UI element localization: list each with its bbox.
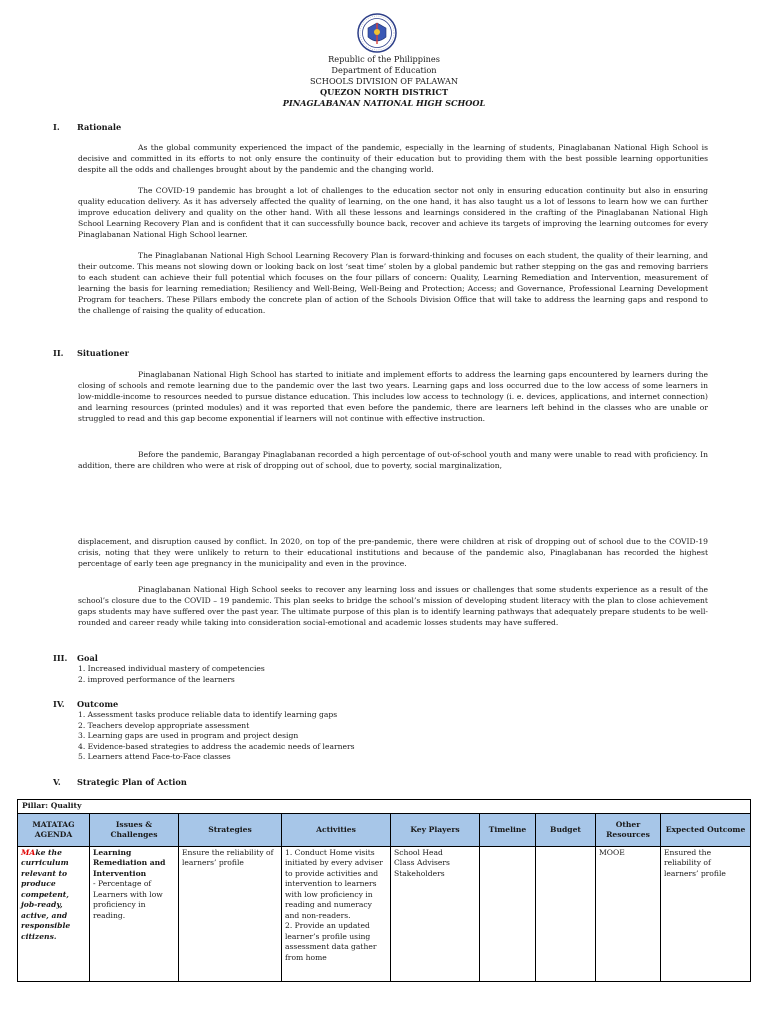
table-row (18, 846, 751, 981)
list-item: 1. Assessment tasks produce reliable data to identify learning gaps (78, 710, 338, 719)
table-header-row (18, 813, 751, 846)
list-item: 3. Learning gaps are used in program and project design (78, 731, 299, 740)
list-item: 4. Evidence-based strategies to address the academic needs of learners (78, 741, 355, 751)
list-item: 2. improved performance of the learners (78, 674, 235, 684)
section-number: I. (53, 122, 60, 132)
header-department: Department of Education (331, 65, 437, 75)
table-row-pillar (18, 800, 751, 814)
header-district: QUEZON NORTH DISTRICT (319, 87, 449, 97)
document-header (0, 54, 768, 109)
situationer-paragraph-3: Pinaglabanan National High School seeks to recover any learning loss and issues or challenges that some students experience as a result of the school’s closure due to the COVID – 19 pandemic. This plan seeks to bridge the school’s mission of developing student literacy with the plan to close achievement gaps students may have suffered over the past year. The ultimate purpose of this plan is to identify learning pathways that adequately prepare students to be well-rounded and career ready while taking into consideration social-emotional and academic losses students may have suffered. (78, 585, 708, 627)
column-header-matatag: MATATAG AGENDA (18, 813, 90, 846)
section-heading-rationale (53, 122, 121, 132)
strategic-plan-table (17, 799, 751, 982)
section-title: Outcome (77, 699, 119, 709)
section-title: Rationale (77, 122, 122, 132)
cell-key-players: School Head Class Advisers Stakeholders (391, 846, 480, 981)
cell-matatag-agenda: MAke the curriculum relevant to produce competent, job-ready, active, and responsible citizens. (18, 846, 90, 981)
section-number: V. (53, 777, 61, 787)
rationale-paragraph-2: The COVID-19 pandemic has brought a lot of challenges to the education sector not only in ensuring education continuity but also in ensuring quality education delivery. As it has adversely affected the quality of learning, on the one hand, it has also taught us a lot of lessons to learn how we can further improve education delivery and quality on the other hand. With all these lessons and learnings considered in the crafting of the Pinaglabanan National High School Learning Recovery Plan and is confident that it can successfully bounce back, recover and achieve its targets of improving the learning outcomes for every Pinaglabanan National High School learner. (78, 186, 708, 239)
outcome-list (78, 710, 355, 763)
column-header-activities: Activities (282, 813, 391, 846)
situationer-paragraph-2-continued: displacement, and disruption caused by conflict. In 2020, on top of the pre-pandemic, there were children at risk of dropping out of school due to the COVID-19 crisis, noting that they were unlikely to return to their educational institutions and because of the pandemic also, Pinaglabanan has recorded the highest percentage of early teen age pregnancy in the municipality and even in the province. (78, 537, 708, 568)
header-republic: Republic of the Philippines (328, 54, 440, 64)
cell-other-resources: MOOE (596, 846, 661, 981)
deped-seal-icon (357, 13, 397, 53)
column-header-strategies: Strategies (179, 813, 282, 846)
cell-activities: 1. Conduct Home visits initiated by every adviser to provide activities and intervention to learners with low proficiency in reading and numeracy and non-readers. 2. Provide an updated learner’s profile using assessment data gather from home (282, 846, 391, 981)
section-heading-situationer (53, 348, 129, 358)
cell-budget (536, 846, 596, 981)
section-title: Situationer (77, 348, 129, 358)
section-heading-outcome (53, 699, 118, 709)
situationer-paragraph-1: Pinaglabanan National High School has started to initiate and implement efforts to address the learning gaps encountered by learners during the closing of schools and remote learning due to the pandemic over the last two years. Learning gaps and loss occurred due to the low access of some learners in low-middle-income to resources needed to pursue distance education. This includes low access to technology (i. e. devices, applications, and internet connection) and learning resources (printed modules) and it was reported that even before the pandemic, there are learners left behind in the classes who are unable or struggled to read and this gap become exponential if learners will not continue with effective instruction. (78, 370, 708, 423)
rationale-paragraph-1: As the global community experienced the impact of the pandemic, especially in the learning of students, Pinaglabanan National High School is decisive and committed in its efforts to not only ensure the continuity of their education but to providing them with the best possible learning opportunities despite all the odds and challenges brought about by the pandemic and the changing world. (78, 143, 708, 174)
column-header-key-players: Key Players (391, 813, 480, 846)
goal-list (78, 664, 265, 685)
column-header-issues: Issues & Challenges (90, 813, 179, 846)
list-item: 2. Teachers develop appropriate assessment (78, 720, 250, 730)
section-number: II. (53, 348, 64, 358)
column-header-budget: Budget (536, 813, 596, 846)
header-school: PINAGLABANAN NATIONAL HIGH SCHOOL (282, 98, 486, 108)
column-header-timeline: Timeline (480, 813, 536, 846)
cell-timeline (480, 846, 536, 981)
list-item: 1. Increased individual mastery of competencies (78, 664, 265, 673)
section-number: III. (53, 653, 68, 663)
cell-issues: Learning Remediation and Intervention - Percentage of Learners with low proficiency in reading. (90, 846, 179, 981)
header-division: SCHOOLS DIVISION OF PALAWAN (309, 76, 459, 86)
cell-strategies: Ensure the reliability of learners’ profile (179, 846, 282, 981)
list-item: 5. Learners attend Face-to-Face classes (78, 752, 231, 761)
pillar-label: Pillar: Quality (18, 800, 751, 814)
section-heading-goal (53, 653, 98, 663)
column-header-expected-outcome: Expected Outcome (661, 813, 751, 846)
section-title: Strategic Plan of Action (77, 777, 187, 787)
column-header-other-resources: Other Resources (596, 813, 661, 846)
section-number: IV. (53, 699, 65, 709)
section-title: Goal (77, 653, 98, 663)
cell-expected-outcome: Ensured the reliability of learners’ profile (661, 846, 751, 981)
rationale-paragraph-3: The Pinaglabanan National High School Learning Recovery Plan is forward-thinking and focuses on each student, the quality of their learning, and their outcome. This means not slowing down or looking back on lost ‘seat time’ stolen by a global pandemic but rather stepping on the gas and removing barriers to each student can achieve their full potential which focuses on the four pillars of concern: Quality, Learning Remediation and Intervention, measurement of learning the basis for learning remediation; Resiliency and Well-Being, Well-Being and Protection; Access; and Governance, Professional Learning Development Program for teachers. These Pillars embody the concrete plan of action of the Schools Division Office that will take to address the learning gaps and respond to the challenge of raising the quality of education. (78, 251, 708, 315)
situationer-paragraph-2-start: Before the pandemic, Barangay Pinaglabanan recorded a high percentage of out-of-school youth and many were unable to read with proficiency. In addition, there are children who were at risk of dropping out of school, due to poverty, social marginalization, (78, 450, 708, 470)
section-heading-plan (53, 777, 187, 787)
